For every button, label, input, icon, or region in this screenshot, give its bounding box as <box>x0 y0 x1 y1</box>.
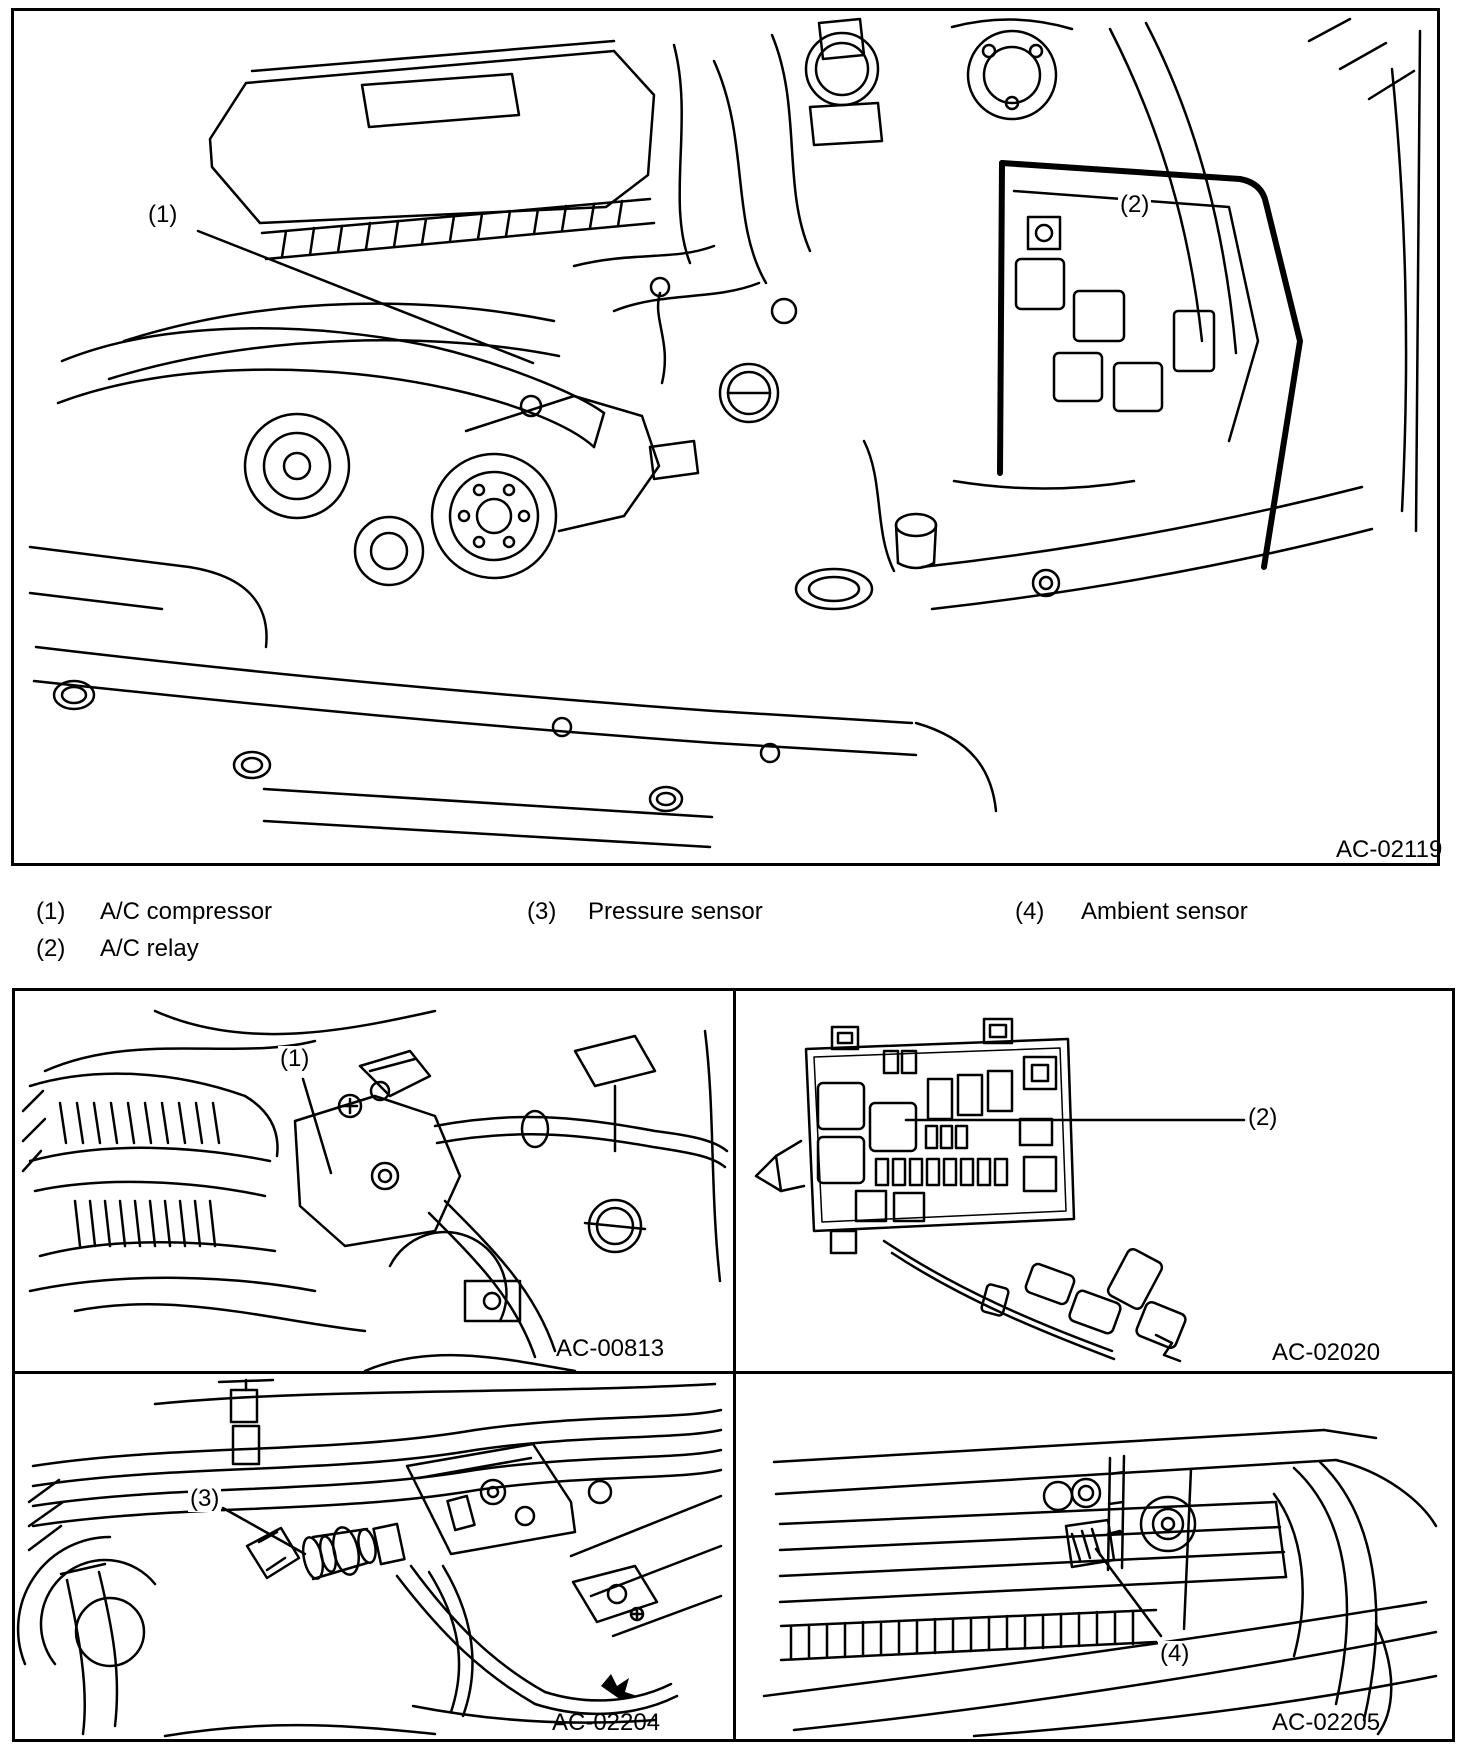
compressor-drawing <box>15 991 733 1371</box>
legend-num-4: (4) <box>1015 898 1045 925</box>
figure-id-ambient-sensor: AC-02205 <box>1272 1709 1381 1736</box>
legend-num-3: (3) <box>527 898 557 925</box>
ambient-sensor-drawing <box>736 1374 1452 1739</box>
main-callout-1: (1) <box>148 201 178 228</box>
main-callout-2: (2) <box>1120 191 1150 218</box>
detail-figures-grid <box>12 988 1455 1742</box>
figure-id-pressure-sensor: AC-02204 <box>552 1709 661 1736</box>
pressure-sensor-callout: (3) <box>190 1485 220 1512</box>
legend-num-2: (2) <box>36 935 66 962</box>
legend-label-4: Ambient sensor <box>1081 898 1248 925</box>
figure-id-main: AC-02119 <box>1336 836 1443 863</box>
pressure-sensor-drawing <box>15 1374 733 1739</box>
legend-label-2: A/C relay <box>100 935 199 962</box>
figure-id-compressor: AC-00813 <box>556 1335 665 1362</box>
compressor-callout: (1) <box>280 1045 310 1072</box>
legend-label-1: A/C compressor <box>100 898 273 925</box>
ambient-sensor-callout: (4) <box>1160 1640 1190 1667</box>
figure-id-relay: AC-02020 <box>1272 1339 1381 1366</box>
relay-callout: (2) <box>1248 1104 1278 1131</box>
engine-bay-figure-panel <box>11 8 1443 866</box>
legend-label-3: Pressure sensor <box>588 898 763 925</box>
relay-box-drawing <box>736 991 1452 1371</box>
legend-num-1: (1) <box>36 898 66 925</box>
engine-bay-drawing <box>14 11 1437 863</box>
